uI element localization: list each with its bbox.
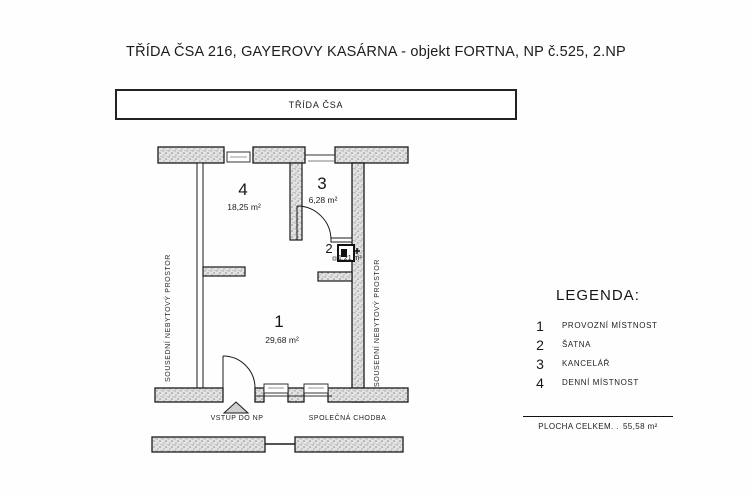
legend-item-label: DENNÍ MÍSTNOST: [562, 378, 639, 387]
right-wall: [352, 163, 364, 402]
total-area-label: PLOCHA CELKEM. .: [538, 422, 619, 431]
legend-item-number: 2: [536, 336, 544, 353]
top-wall: [158, 147, 408, 163]
legend-item-number: 4: [536, 374, 544, 391]
room-3-area: 6,28 m²: [308, 195, 338, 205]
legend-item-4: [530, 373, 705, 392]
left-wall-label: SOUSEDNÍ NEBYTOVÝ PROSTOR: [165, 254, 172, 382]
right-wall-label: SOUSEDNÍ NEBYTOVÝ PROSTOR: [374, 259, 381, 387]
legend-item-label: KANCELÁŘ: [562, 359, 610, 368]
entrance-door: [223, 356, 255, 388]
total-area-value: 55,58 m²: [622, 422, 658, 431]
total-area: [523, 416, 673, 431]
legend-item-number: 3: [536, 355, 544, 372]
room-4-number: 4: [238, 180, 248, 199]
room-1-area: 29,68 m²: [265, 335, 299, 345]
entrance-arrow-icon: [224, 402, 248, 413]
legend-item-number: 1: [536, 317, 544, 334]
legend-item-label: ŠATNA: [562, 340, 592, 349]
legend-item-2: [530, 335, 705, 354]
room-1-number: 1: [274, 312, 284, 331]
legend-heading: LEGENDA:: [556, 287, 640, 304]
room-4-area: 18,25 m²: [227, 202, 261, 212]
legend-item-3: [530, 354, 705, 373]
legend-item-1: [530, 316, 705, 335]
room-2-area: 1,21 m²: [338, 255, 362, 262]
page-title: TŘÍDA ČSA 216, GAYEROVY KASÁRNA - objekt FORTNA, NP č.525, 2.NP: [126, 44, 626, 60]
legend: [530, 287, 705, 392]
room-2-number: 2: [325, 241, 333, 256]
left-wall: [197, 163, 203, 388]
room-3-number: 3: [317, 174, 327, 193]
interior-walls: [203, 163, 352, 281]
corridor-wall: [152, 437, 403, 452]
entrance-label: VSTUP DO NP: [210, 415, 264, 422]
street-label: TŘÍDA ČSA: [288, 99, 344, 110]
legend-item-label: PROVOZNÍ MÍSTNOST: [562, 321, 658, 330]
corridor-label: SPOLEČNÁ CHODBA: [308, 415, 387, 422]
